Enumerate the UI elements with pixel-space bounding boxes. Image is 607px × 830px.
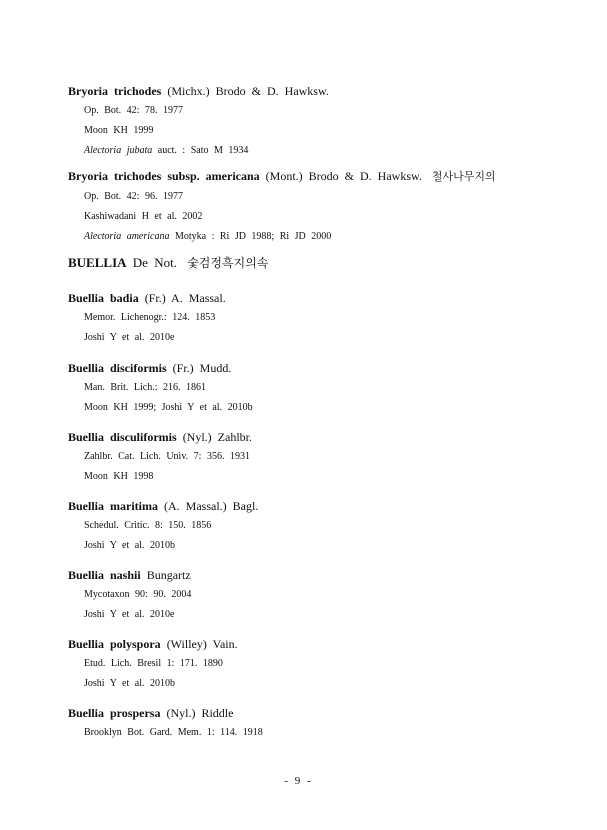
species-authority: (Willey) Vain. (166, 637, 238, 651)
synonym-citation: Motyka : Ri JD 1988; Ri JD 2000 (174, 231, 332, 242)
species-heading (68, 291, 588, 305)
reference-text: Kashiwadani H et al. 2002 (84, 211, 203, 222)
species-entry (68, 169, 588, 243)
synonym-line (68, 144, 588, 157)
reference-text: Op. Bot. 42: 78. 1977 (84, 105, 183, 116)
reference-line (68, 124, 588, 137)
synonym-line (68, 230, 588, 243)
reference-text: Schedul. Critic. 8: 150. 1856 (84, 520, 212, 531)
reference-text: Mycotaxon 90: 90. 2004 (84, 589, 192, 600)
reference-text: Moon KH 1998 (84, 471, 154, 482)
species-name: Buellia polyspora (68, 637, 161, 651)
species-name: Buellia nashii (68, 568, 141, 582)
reference-line (68, 104, 588, 117)
species-entry (68, 361, 588, 414)
reference-text: Brooklyn Bot. Gard. Mem. 1: 114. 1918 (84, 727, 263, 738)
species-entry (68, 499, 588, 552)
genus-korean-name: 숯검정흑지의속 (187, 256, 269, 270)
species-entry (68, 706, 588, 739)
species-entry (68, 430, 588, 483)
reference-text: Joshi Y et al. 2010e (84, 609, 175, 620)
species-entry (68, 637, 588, 690)
species-authority: (A. Massal.) Bagl. (164, 499, 259, 513)
species-heading (68, 169, 588, 184)
species-name: Buellia disciformis (68, 361, 167, 375)
species-heading (68, 430, 588, 444)
species-authority: Bungartz (146, 568, 191, 582)
reference-text: Zahlbr. Cat. Lich. Univ. 7: 356. 1931 (84, 451, 250, 462)
reference-line (68, 381, 588, 394)
species-heading (68, 84, 588, 98)
species-authority: (Mont.) Brodo & D. Hawksw. (265, 169, 422, 183)
reference-line (68, 608, 588, 621)
reference-line (68, 331, 588, 344)
reference-line (68, 539, 588, 552)
genus-heading (68, 255, 268, 271)
species-heading (68, 706, 588, 720)
species-entry (68, 568, 588, 621)
page-number: - 9 - (284, 775, 311, 787)
species-name: Bryoria trichodes (68, 84, 162, 98)
reference-line (68, 588, 588, 601)
reference-text: Memor. Lichenogr.: 124. 1853 (84, 312, 216, 323)
reference-line (68, 677, 588, 690)
genus-name: BUELLIA (68, 255, 127, 270)
reference-line (68, 311, 588, 324)
synonym-name: Alectoria jubata (84, 145, 153, 156)
reference-line (68, 726, 588, 739)
species-name: Buellia disculiformis (68, 430, 177, 444)
reference-line (68, 519, 588, 532)
reference-text: Man. Brit. Lich.: 216. 1861 (84, 382, 206, 393)
genus-authority: De Not. (132, 255, 177, 270)
species-heading (68, 637, 588, 651)
reference-text: Joshi Y et al. 2010b (84, 540, 175, 551)
reference-line (68, 450, 588, 463)
reference-text: Op. Bot. 42: 96. 1977 (84, 191, 183, 202)
species-heading (68, 499, 588, 513)
reference-line (68, 657, 588, 670)
synonym-citation: auct. : Sato M 1934 (157, 145, 249, 156)
species-name: Buellia maritima (68, 499, 158, 513)
reference-line (68, 210, 588, 223)
species-name: Buellia badia (68, 291, 139, 305)
korean-name: 철사나무지의 (431, 170, 496, 183)
species-heading (68, 361, 588, 375)
reference-line (68, 190, 588, 203)
species-entry (68, 291, 588, 344)
species-authority: (Michx.) Brodo & D. Hawksw. (167, 84, 329, 98)
reference-line (68, 470, 588, 483)
reference-text: Joshi Y et al. 2010e (84, 332, 175, 343)
species-entry (68, 84, 588, 157)
species-authority: (Nyl.) Riddle (166, 706, 234, 720)
reference-text: Etud. Lich. Bresil 1: 171. 1890 (84, 658, 223, 669)
species-name: Buellia prospersa (68, 706, 161, 720)
reference-line (68, 401, 588, 414)
species-heading (68, 568, 588, 582)
reference-text: Moon KH 1999 (84, 125, 154, 136)
species-authority: (Fr.) A. Massal. (144, 291, 226, 305)
species-authority: (Fr.) Mudd. (172, 361, 232, 375)
synonym-name: Alectoria americana (84, 231, 170, 242)
species-authority: (Nyl.) Zahlbr. (182, 430, 253, 444)
reference-text: Moon KH 1999; Joshi Y et al. 2010b (84, 402, 253, 413)
reference-text: Joshi Y et al. 2010b (84, 678, 175, 689)
species-name: Bryoria trichodes subsp. americana (68, 169, 260, 183)
